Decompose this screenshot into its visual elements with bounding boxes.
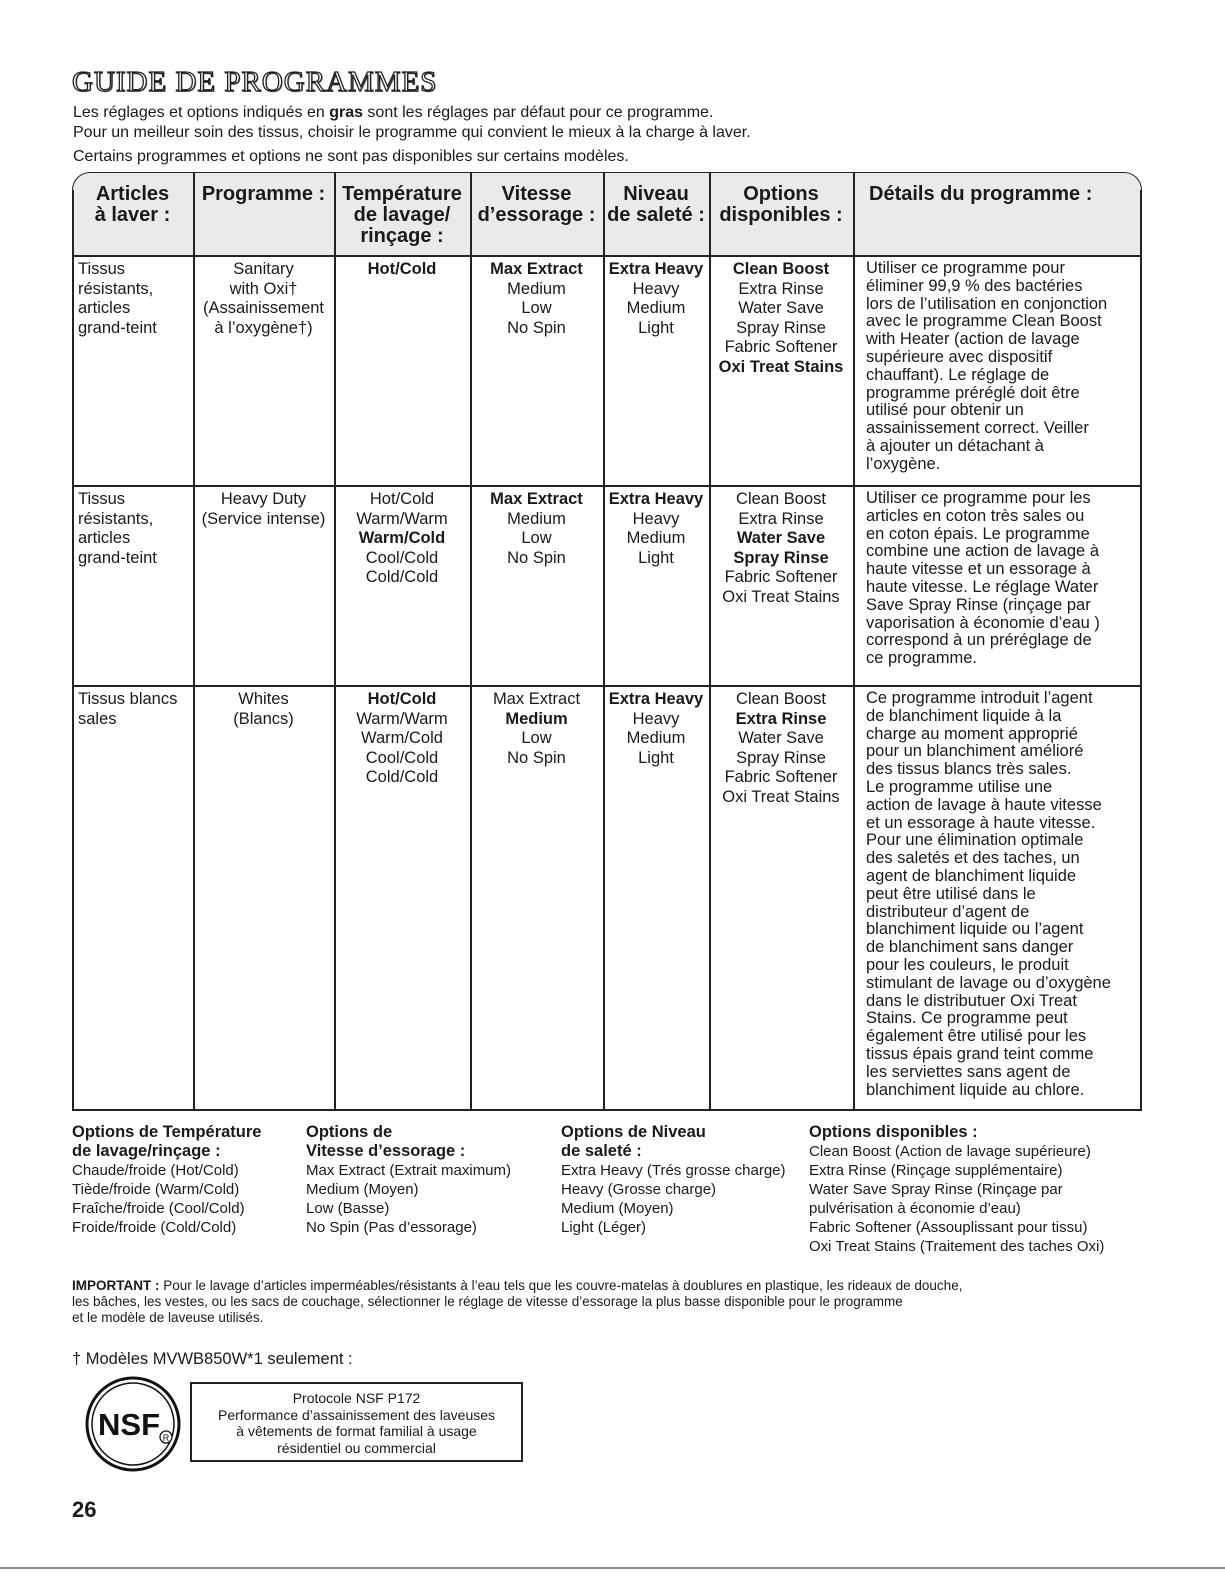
intro-bold-word: gras xyxy=(329,104,363,121)
cell-line: Max Extract xyxy=(490,490,583,508)
cell-line: Medium xyxy=(507,509,566,528)
cell-line: Ce programme introduit l’agent xyxy=(866,689,1093,707)
column-divider xyxy=(853,172,855,1111)
cell-options xyxy=(709,690,853,807)
cell-line: (Blancs) xyxy=(233,709,294,728)
legend-niveau: Options de Niveau de saleté : Extra Heavy (Trés grosse charge) Heavy (Grosse charge) Medium (Moyen) Light (Léger) xyxy=(561,1123,786,1236)
cell-line: grand-teint xyxy=(78,318,157,337)
important-note: IMPORTANT : Pour le lavage d’articles imperméables/résistants à l’eau tels que les couvre-matelas à doublures en plastique, les rideaux de douche, les bâches, les vestes, ou les sacs de couchage, sélectionner le réglage de vitesse d’essorage la plus basse disponible pour le programme et le modèle de laveuse utilisés. xyxy=(72,1278,963,1325)
header-temperature: Température de lavage/ rinçage : xyxy=(342,183,462,247)
cell-line: Whites xyxy=(238,690,289,708)
cell-line: en coton épais. Le programme xyxy=(866,524,1090,543)
cell-line: pour un blanchiment amélioré xyxy=(866,742,1084,761)
cell-line: Water Save xyxy=(738,729,824,747)
cell-line: Extra Heavy xyxy=(608,260,704,278)
cell-line: Fabric Softener xyxy=(724,338,838,356)
cell-line: (Assainissement xyxy=(202,299,325,317)
cell-line: sales xyxy=(78,709,117,728)
cell-line: également être utilisé pour les xyxy=(866,1027,1087,1046)
cell-line: et un essorage à haute vitesse. xyxy=(866,813,1096,832)
cell-line: Cold/Cold xyxy=(365,768,439,786)
cell-line: Heavy xyxy=(632,509,680,528)
cell-line: Clean Boost xyxy=(732,260,830,278)
cell-line: supérieure avec dispositif xyxy=(866,347,1053,366)
cell-line: Oxi Treat Stains xyxy=(722,587,840,606)
header-divider xyxy=(72,255,1142,257)
cell-line: Fabric Softener xyxy=(724,768,838,786)
cell-line: with Oxi† xyxy=(229,279,298,298)
cell-line: Warm/Cold xyxy=(358,529,446,547)
intro-line-1 xyxy=(73,103,713,123)
cell-line: Pour une élimination optimale xyxy=(866,831,1084,850)
cell-line: Warm/Cold xyxy=(361,729,443,747)
cell-line: Water Save xyxy=(738,299,824,317)
cell-line: Cool/Cold xyxy=(365,548,439,567)
column-divider xyxy=(334,172,336,1111)
cell-line: Low xyxy=(521,729,552,747)
cell-programme xyxy=(193,260,334,338)
cell-line: Tissus xyxy=(78,260,126,278)
cell-line: haute vitesse et un essorage à xyxy=(866,560,1091,579)
cell-line: avec le programme Clean Boost xyxy=(866,312,1102,331)
cell-line: Hot/Cold xyxy=(369,490,435,508)
row-divider xyxy=(72,485,1142,487)
cell-line: Warm/Warm xyxy=(356,509,448,528)
cell-line: Light xyxy=(638,318,674,337)
cell-temperature xyxy=(334,490,470,588)
cell-line: à l’oxygène†) xyxy=(214,318,313,337)
cell-line: Tissus blancs xyxy=(78,690,178,708)
cell-line: Low xyxy=(521,299,552,317)
cell-line: stimulant de lavage ou d’oxygène xyxy=(866,973,1111,992)
cell-line: résistants, xyxy=(78,279,154,298)
cell-line: Extra Rinse xyxy=(738,279,824,298)
cell-line: Cool/Cold xyxy=(365,748,439,767)
cell-programme xyxy=(193,490,334,529)
cell-line: combine une action de lavage à xyxy=(866,542,1099,561)
cell-line: Spray Rinse xyxy=(736,318,826,337)
cell-line: Medium xyxy=(507,279,566,298)
cell-line: Stains. Ce programme peut xyxy=(866,1009,1068,1028)
cell-line: Sanitary xyxy=(233,260,294,278)
cell-line: Save Spray Rinse (rinçage par xyxy=(866,595,1091,614)
cell-line: Oxi Treat Stains xyxy=(718,357,844,376)
intro-line-3: Certains programmes et options ne sont pas disponibles sur certains modèles. xyxy=(73,148,629,165)
cell-articles xyxy=(78,490,191,568)
cell-details xyxy=(866,260,1138,474)
cell-line: blanchiment liquide au chlore. xyxy=(866,1080,1085,1099)
cell-line: Light xyxy=(638,748,674,767)
legend-vitesse: Options de Vitesse d’essorage : Max Extract (Extrait maximum) Medium (Moyen) Low (Basse) No Spin (Pas d’essorage) xyxy=(306,1123,512,1236)
header-niveau: Niveau de saleté : xyxy=(607,183,705,226)
program-table xyxy=(72,172,1142,1111)
nsf-protocol-box: Protocole NSF P172 Performance d’assainissement des laveuses à vêtements de format familial à usage résidentiel ou commercial xyxy=(190,1382,523,1462)
cell-line: Oxi Treat Stains xyxy=(722,787,840,806)
svg-text:R: R xyxy=(162,1433,170,1443)
intro-text: Les réglages et options indiqués en xyxy=(73,104,330,121)
cell-line: blanchiment liquide ou l’agent xyxy=(866,920,1084,939)
header-options: Options disponibles : xyxy=(719,183,843,226)
cell-line: Clean Boost xyxy=(736,690,826,708)
cell-line: with Heater (action de lavage xyxy=(866,330,1080,349)
cell-line: Heavy Duty xyxy=(220,490,307,508)
cell-line: (Service intense) xyxy=(201,509,326,528)
cell-line: distributeur d’agent de xyxy=(866,902,1030,921)
page-title: GUIDE DE PROGRAMMES xyxy=(72,66,438,98)
legend-options: Options disponibles : Clean Boost (Action de lavage supérieure) Extra Rinse (Rinçage supplémentaire) Water Save Spray Rinse (Rinçage par pulvérisation à économie d’eau) Fabric Softener (Assouplissant pour tissu) Oxi Treat Stains (Traitement des taches Oxi) xyxy=(809,1123,1105,1255)
cell-articles xyxy=(78,690,191,729)
cell-options xyxy=(709,260,853,377)
cell-line: Hot/Cold xyxy=(367,260,437,278)
cell-temperature xyxy=(334,260,470,280)
cell-line: ce programme. xyxy=(866,649,977,668)
cell-line: No Spin xyxy=(507,318,566,337)
cell-line: Spray Rinse xyxy=(733,548,829,567)
cell-line: Medium xyxy=(626,529,686,547)
cell-niveau xyxy=(603,490,709,568)
cell-line: Tissus xyxy=(78,490,126,508)
cell-line: programme préréglé doit être xyxy=(866,383,1080,402)
cell-programme xyxy=(193,690,334,729)
cell-line: Le programme utilise une xyxy=(866,777,1053,796)
cell-line: articles xyxy=(78,529,131,547)
cell-line: No Spin xyxy=(507,748,566,767)
model-footnote: † Modèles MVWB850W*1 seulement : xyxy=(72,1350,353,1368)
cell-line: vaporisation à économie d’eau ) xyxy=(866,613,1100,632)
cell-line: Clean Boost xyxy=(736,490,826,508)
cell-line: Extra Heavy xyxy=(608,490,704,508)
header-articles: Articles à laver : xyxy=(94,183,171,226)
cell-articles xyxy=(78,260,191,338)
cell-line: action de lavage à haute vitesse xyxy=(866,795,1102,814)
cell-line: les serviettes sans agent de xyxy=(866,1062,1071,1081)
cell-line: articles en coton très sales ou xyxy=(866,506,1085,525)
cell-line: articles xyxy=(78,299,131,317)
cell-line: Water Save xyxy=(736,529,826,547)
cell-line: Heavy xyxy=(632,709,680,728)
cell-line: Utiliser ce programme pour xyxy=(866,259,1065,277)
row-divider xyxy=(72,685,1142,687)
cell-line: haute vitesse. Le réglage Water xyxy=(866,577,1099,596)
cell-vitesse xyxy=(470,260,603,338)
column-divider xyxy=(1140,190,1142,1111)
header-details: Détails du programme : xyxy=(869,183,1093,205)
cell-line: pour les couleurs, le produit xyxy=(866,955,1069,974)
cell-line: Max Extract xyxy=(490,260,583,278)
cell-line: Hot/Cold xyxy=(367,690,437,708)
header-vitesse: Vitesse d’essorage : xyxy=(477,183,596,226)
svg-text:NSF: NSF xyxy=(98,1407,160,1442)
cell-line: Medium xyxy=(505,709,568,728)
cell-line: tissus épais grand teint comme xyxy=(866,1044,1094,1063)
cell-line: des tissus blancs très sales. xyxy=(866,760,1072,779)
bottom-rule xyxy=(0,1567,1225,1569)
cell-temperature xyxy=(334,690,470,788)
important-label: IMPORTANT : xyxy=(72,1278,160,1293)
cell-line: Low xyxy=(521,529,552,547)
cell-options xyxy=(709,490,853,607)
cell-line: Utiliser ce programme pour les xyxy=(866,489,1091,507)
cell-line: Extra Rinse xyxy=(738,509,824,528)
header-programme: Programme : xyxy=(201,183,326,205)
intro-text: sont les réglages par défaut pour ce programme. xyxy=(362,104,714,121)
cell-line: de blanchiment liquide à la xyxy=(866,706,1062,725)
cell-line: éliminer 99,9 % des bactéries xyxy=(866,276,1083,295)
cell-niveau xyxy=(603,260,709,338)
cell-line: dans le distributuer Oxi Treat xyxy=(866,991,1077,1010)
cell-line: chauffant). Le réglage de xyxy=(866,365,1050,384)
cell-niveau xyxy=(603,690,709,768)
cell-line: Cold/Cold xyxy=(365,568,439,586)
cell-line: agent de blanchiment liquide xyxy=(866,866,1077,885)
cell-line: assainissement correct. Veiller xyxy=(866,419,1089,438)
cell-line: Extra Heavy xyxy=(608,690,704,708)
column-divider xyxy=(72,190,74,1111)
page-number: 26 xyxy=(72,1497,97,1522)
cell-line: correspond à un préréglage de xyxy=(866,631,1092,650)
legend-temperature: Options de Température de lavage/rinçage : Chaude/froide (Hot/Cold) Tiède/froide (Warm/Cold) Fraîche/froide (Cool/Cold) Froide/froide (Cold/Cold) xyxy=(72,1123,262,1236)
cell-line: Warm/Warm xyxy=(356,709,448,728)
cell-line: grand-teint xyxy=(78,548,157,567)
cell-line: Fabric Softener xyxy=(724,568,838,586)
table-bottom xyxy=(72,1109,1142,1111)
intro-line-2: Pour un meilleur soin des tissus, choisir le programme qui convient le mieux à la charge à laver. xyxy=(73,124,751,141)
cell-line: Medium xyxy=(626,729,686,747)
cell-line: utilisé pour obtenir un xyxy=(866,401,1024,420)
cell-line: Extra Rinse xyxy=(735,709,827,728)
cell-line: No Spin xyxy=(507,548,566,567)
cell-line: des saletés et des taches, un xyxy=(866,849,1080,868)
cell-line: Light xyxy=(638,548,674,567)
cell-line: peut être utilisé dans le xyxy=(866,884,1036,903)
cell-line: Max Extract xyxy=(492,690,581,708)
nsf-logo-icon xyxy=(85,1376,181,1472)
cell-details xyxy=(866,490,1138,668)
cell-line: lors de l’utilisation en conjonction xyxy=(866,294,1108,313)
cell-vitesse xyxy=(470,690,603,768)
cell-line: à ajouter un détachant à xyxy=(866,436,1044,455)
cell-line: de blanchiment sans danger xyxy=(866,938,1074,957)
cell-line: Medium xyxy=(626,299,686,317)
cell-vitesse xyxy=(470,490,603,568)
cell-details xyxy=(866,690,1138,1099)
cell-line: Spray Rinse xyxy=(736,748,826,767)
cell-line: charge au moment approprié xyxy=(866,724,1078,743)
cell-line: résistants, xyxy=(78,509,154,528)
cell-line: Heavy xyxy=(632,279,680,298)
cell-line: l’oxygène. xyxy=(866,454,941,473)
